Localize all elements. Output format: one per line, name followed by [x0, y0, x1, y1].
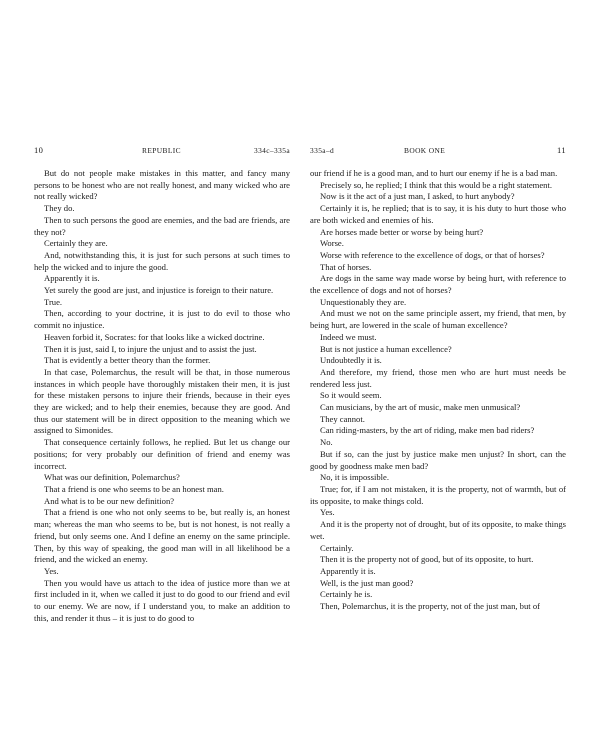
right-page-header: [310, 146, 566, 160]
paragraph: And what is to be our new definition?: [44, 495, 175, 506]
paragraph: Apparently it is.: [44, 273, 100, 284]
paragraph: Certainly they are.: [44, 238, 108, 249]
running-title: REPUBLIC: [142, 146, 181, 155]
paragraph: That consequence certainly follows, he replied. But let us change our positions; for very probably our definition of friend and enemy was incorrect.: [34, 437, 290, 471]
paragraph: Then you would have us attach to the idea of justice more than we at first included in it, when we called it just to do good to our friend and evil to our enemy. We are now, if I understand you, to make an addition to this, and render it thus – it is just to do good to: [34, 577, 290, 623]
paragraph: That is evidently a better theory than the former.: [44, 355, 211, 366]
paragraph: Then it is the property not of good, but of its opposite, to hurt.: [320, 554, 534, 565]
paragraph: So it would seem.: [320, 390, 382, 401]
paragraph: Indeed we must.: [320, 331, 377, 342]
paragraph: Yes.: [44, 565, 59, 576]
left-page-header: [34, 146, 290, 160]
paragraph: No, it is impossible.: [320, 472, 389, 483]
paragraph: But do not people make mistakes in this matter, and fancy many persons to be honest who are not really honest, and many wicked who are not really wicked?: [34, 168, 290, 202]
paragraph: They do.: [44, 203, 75, 214]
page-number: 10: [34, 145, 44, 155]
paragraph: Yes.: [320, 507, 335, 518]
paragraph: In that case, Polemarchus, the result will be that, in those numerous instances in which people have thoroughly mistaken their men, it is just for these mistaken persons to injure their friends, because in their eyes they are wicked; and to help their enemies, because they are good. And thus our statement will be in direct opposition to the meaning which we assigned to Simonides.: [34, 366, 290, 436]
paragraph: But if so, can the just by justice make men unjust? In short, can the good by goodness make men bad?: [310, 448, 566, 471]
left-page-text: [34, 168, 290, 624]
paragraph: Yet surely the good are just, and injustice is foreign to their nature.: [44, 285, 274, 296]
paragraph: Worse with reference to the excellence of dogs, or that of horses?: [320, 249, 545, 260]
paragraph: And it is the property not of drought, but of its opposite, to make things wet.: [310, 519, 566, 541]
paragraph: Heaven forbid it, Socrates: for that looks like a wicked doctrine.: [44, 331, 265, 342]
paragraph: And, notwithstanding this, it is just for such persons at such times to help the wicked and to injure the good.: [34, 249, 290, 272]
stephanus-range: 335a–d: [310, 146, 335, 155]
paragraph: Apparently it is.: [320, 565, 376, 576]
paragraph: And must we not on the same principle assert, my friend, that men, by being hurt, are lowered in the scale of human excellence?: [310, 308, 566, 331]
paragraph: Then, Polemarchus, it is the property, not of the just man, but of: [320, 601, 540, 612]
paragraph: Worse.: [320, 238, 344, 249]
paragraph: Then to such persons the good are enemies, and the bad are friends, are they not?: [34, 214, 290, 237]
paragraph: But is not justice a human excellence?: [320, 343, 452, 354]
paragraph: That a friend is one who seems to be an honest man.: [44, 483, 224, 494]
paragraph: Can musicians, by the art of music, make men unmusical?: [320, 402, 521, 413]
paragraph: What was our definition, Polemarchus?: [44, 472, 180, 483]
paragraph: Now is it the act of a just man, I asked, to hurt anybody?: [320, 191, 515, 202]
running-title: BOOK ONE: [404, 146, 446, 155]
paragraph: Certainly it is, he replied; that is to say, it is his duty to hurt those who are both wicked and enemies of his.: [310, 203, 566, 225]
paragraph: Precisely so, he replied; I think that this would be a right statement.: [320, 179, 552, 190]
paragraph: Unquestionably they are.: [320, 296, 407, 307]
left-page: [34, 146, 290, 624]
paragraph: Certainly he is.: [320, 589, 373, 600]
page-number: 11: [557, 145, 566, 155]
paragraph: That of horses.: [320, 261, 372, 272]
paragraph: Well, is the just man good?: [320, 577, 414, 588]
paragraph: They cannot.: [320, 413, 365, 424]
paragraph: Are dogs in the same way made worse by being hurt, with reference to the excellence of dogs and not of horses?: [310, 273, 566, 296]
paragraph: True; for, if I am not mistaken, it is the property, not of warmth, but of its opposite, to make things cold.: [310, 483, 566, 506]
paragraph: Then, according to your doctrine, it is just to do evil to those who commit no injustice.: [34, 308, 290, 331]
paragraph: True.: [44, 296, 63, 307]
paragraph: Are horses made better or worse by being hurt?: [320, 226, 484, 237]
paragraph: Certainly.: [320, 542, 354, 553]
paragraph: Then it is just, said I, to injure the unjust and to assist the just.: [44, 343, 257, 354]
right-page-text: [310, 168, 566, 613]
stephanus-range: 334c–335a: [253, 146, 290, 155]
paragraph: No.: [320, 437, 333, 448]
paragraph: And therefore, my friend, those men who are hurt must needs be rendered less just.: [310, 366, 566, 389]
paragraph: Undoubtedly it is.: [320, 355, 382, 366]
paragraph-continuation: our friend if he is a good man, and to hurt our enemy if he is a bad man.: [310, 168, 558, 178]
paragraph: Can riding-masters, by the art of riding, make men bad riders?: [320, 425, 535, 436]
paragraph: That a friend is one who not only seems to be, but really is, an honest man; whereas the man who seems to be, but is not honest, is not really a friend, but only seems one. And I define an enemy on the same principle. Then, by this way of speaking, the good man will in all likelihood be a friend, and the wicked an enemy.: [34, 507, 290, 565]
right-page: [310, 146, 566, 613]
